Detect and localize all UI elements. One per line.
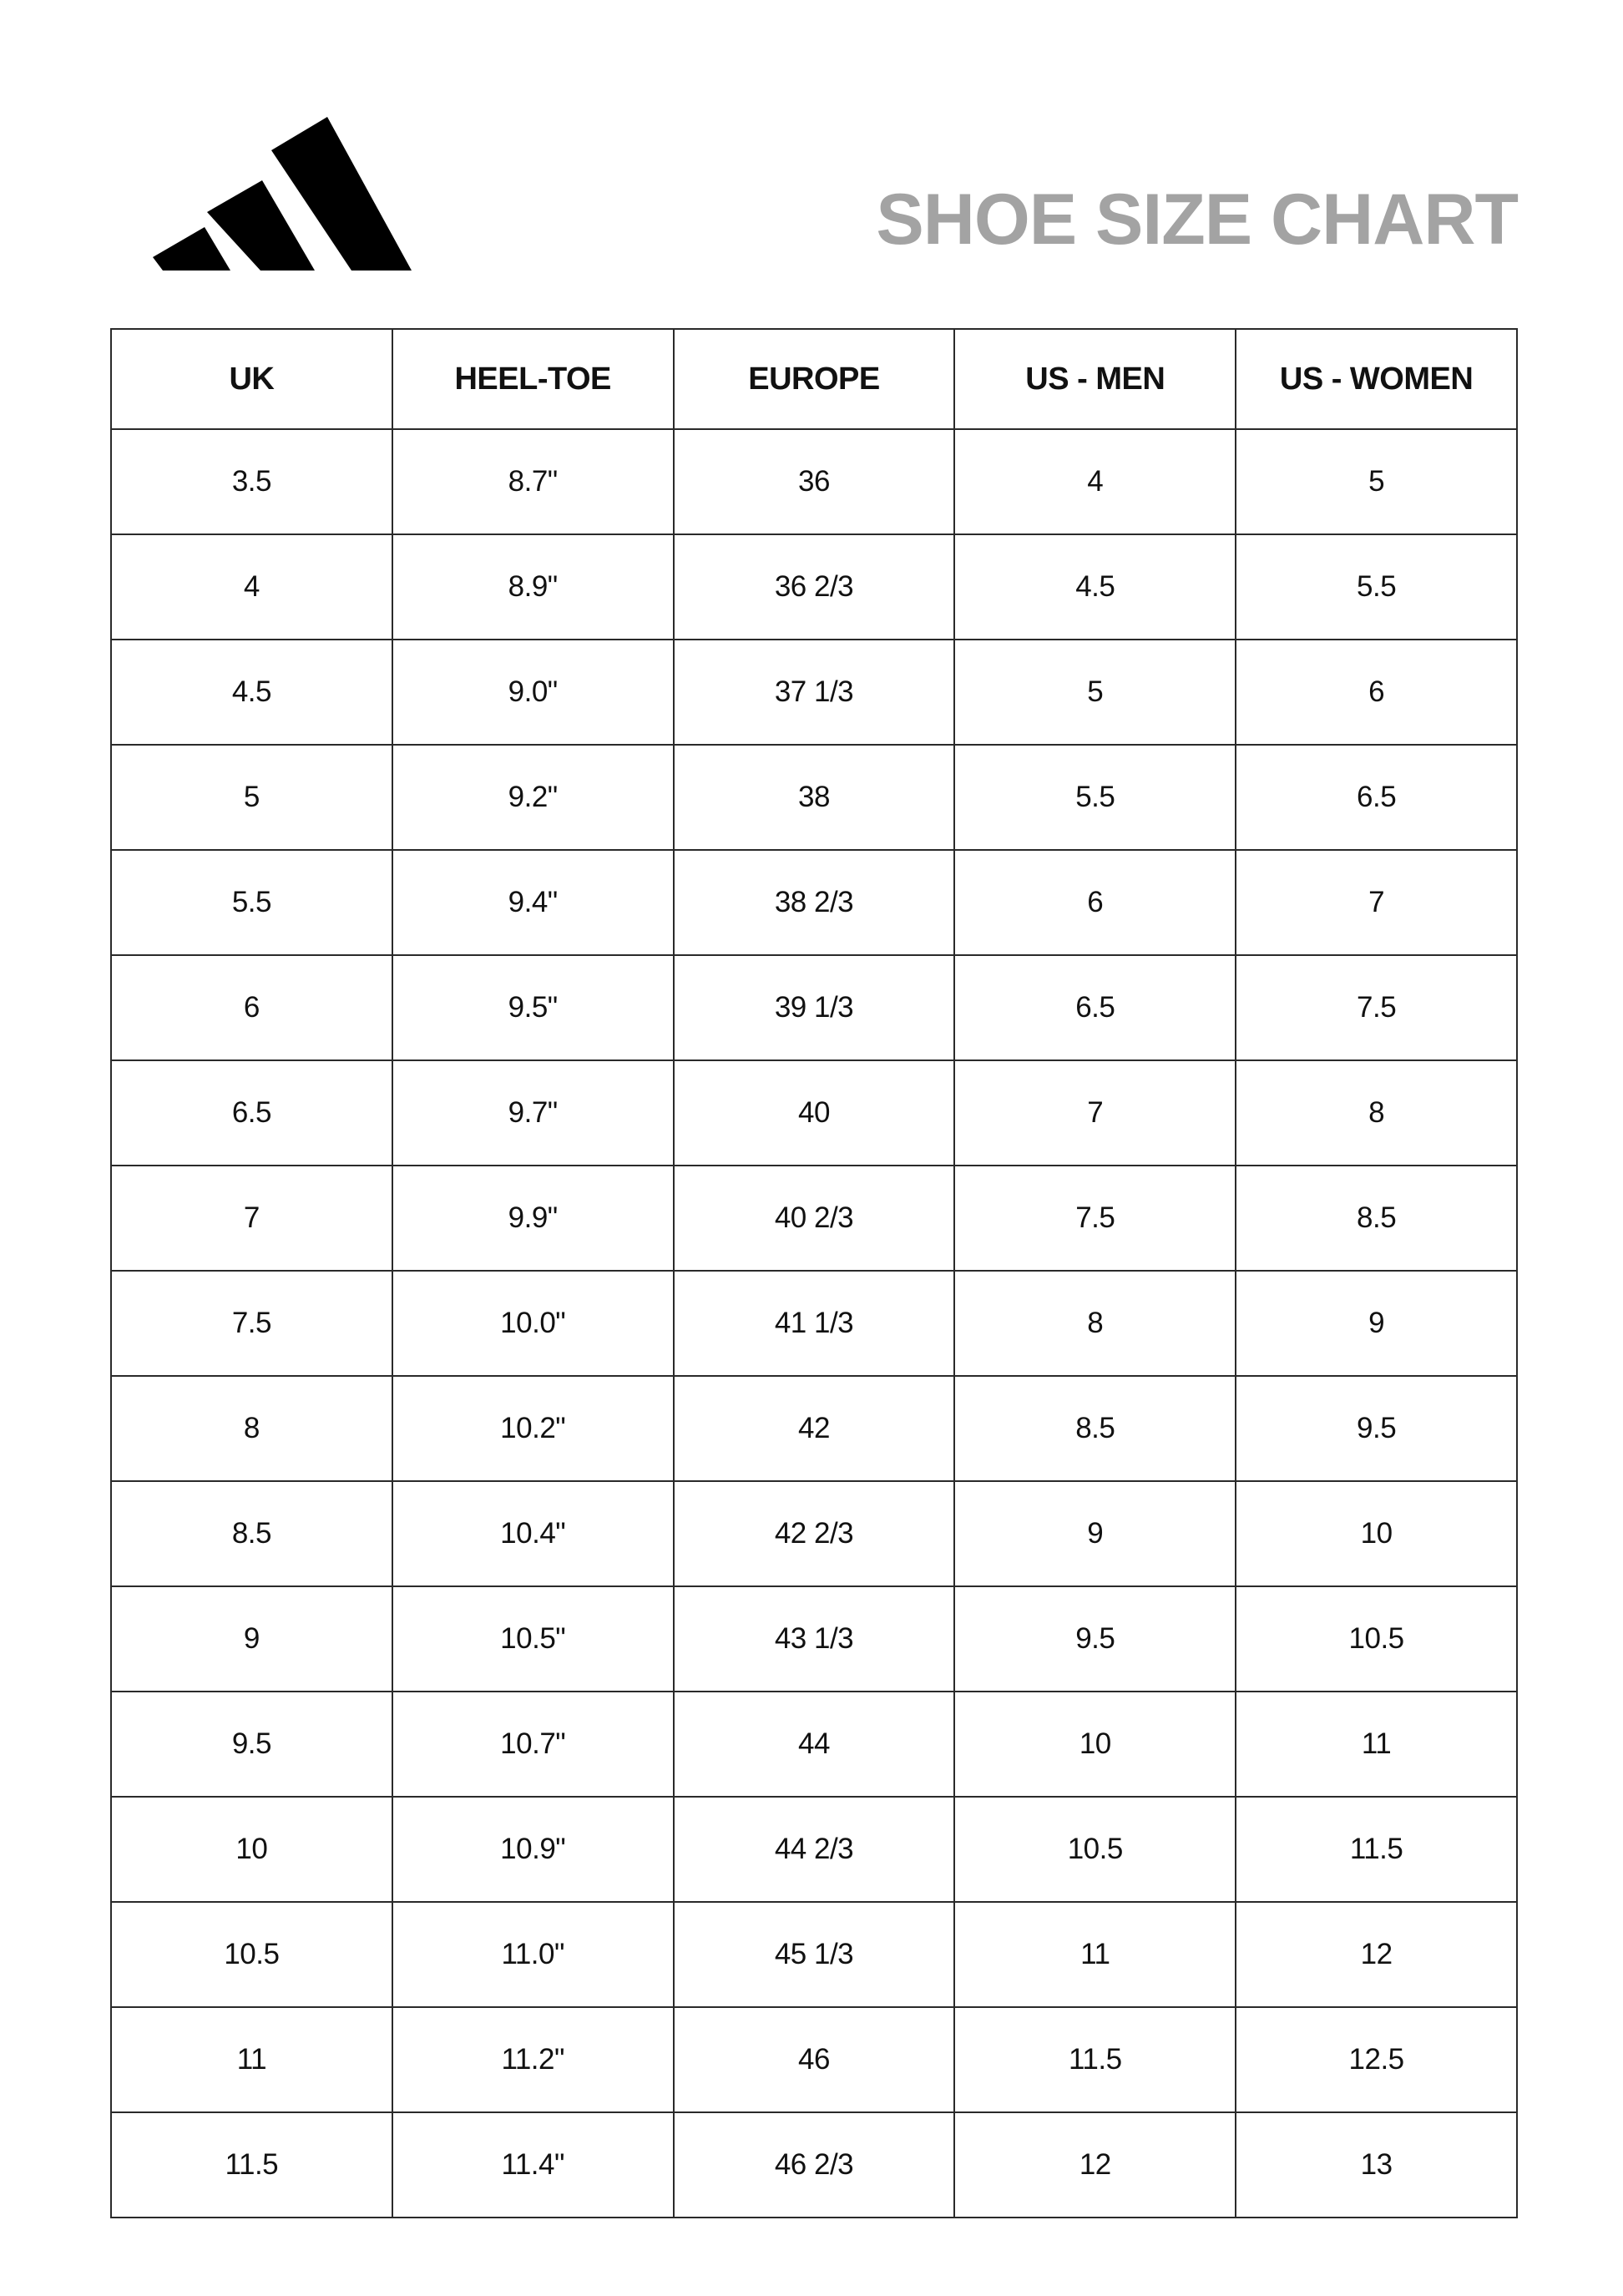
table-cell: 10.5"	[392, 1586, 674, 1692]
table-cell: 6.5	[111, 1060, 392, 1166]
table-cell: 6	[1236, 640, 1517, 745]
table-cell: 6.5	[1236, 745, 1517, 850]
shoe-size-table	[110, 328, 1518, 2218]
column-header: EUROPE	[674, 329, 955, 429]
table-row	[111, 1797, 1517, 1902]
column-header: UK	[111, 329, 392, 429]
three-stripes-logo-icon	[153, 117, 412, 271]
table-row	[111, 640, 1517, 745]
table-cell: 10.2"	[392, 1376, 674, 1481]
table-row	[111, 1692, 1517, 1797]
table-cell: 10.7"	[392, 1692, 674, 1797]
table-cell: 36	[674, 429, 955, 534]
table-cell: 4.5	[954, 534, 1236, 640]
table-row	[111, 1902, 1517, 2007]
table-cell: 11.2"	[392, 2007, 674, 2112]
table-cell: 7.5	[111, 1271, 392, 1376]
table-cell: 38 2/3	[674, 850, 955, 955]
table-cell: 12.5	[1236, 2007, 1517, 2112]
table-cell: 4.5	[111, 640, 392, 745]
page-title: SHOE SIZE CHART	[876, 180, 1518, 260]
table-cell: 4	[954, 429, 1236, 534]
table-cell: 9	[111, 1586, 392, 1692]
table-cell: 5	[1236, 429, 1517, 534]
column-header: US - MEN	[954, 329, 1236, 429]
table-cell: 13	[1236, 2112, 1517, 2218]
table-cell: 11	[1236, 1692, 1517, 1797]
table-cell: 42	[674, 1376, 955, 1481]
table-row	[111, 2007, 1517, 2112]
table-cell: 36 2/3	[674, 534, 955, 640]
table-cell: 5.5	[954, 745, 1236, 850]
table-body	[111, 429, 1517, 2218]
table-cell: 10.4"	[392, 1481, 674, 1586]
table-row	[111, 429, 1517, 534]
table-cell: 11	[954, 1902, 1236, 2007]
table-cell: 5	[111, 745, 392, 850]
table-cell: 6	[111, 955, 392, 1060]
table-cell: 11	[111, 2007, 392, 2112]
table-cell: 8.5	[954, 1376, 1236, 1481]
table-cell: 5	[954, 640, 1236, 745]
table-cell: 43 1/3	[674, 1586, 955, 1692]
table-cell: 46 2/3	[674, 2112, 955, 2218]
table-cell: 10	[111, 1797, 392, 1902]
table-cell: 11.5	[111, 2112, 392, 2218]
table-row	[111, 955, 1517, 1060]
table-cell: 8.7"	[392, 429, 674, 534]
table-row	[111, 534, 1517, 640]
table-cell: 12	[1236, 1902, 1517, 2007]
table-cell: 9.7"	[392, 1060, 674, 1166]
table-cell: 5.5	[1236, 534, 1517, 640]
table-cell: 40	[674, 1060, 955, 1166]
table-row	[111, 1481, 1517, 1586]
table-row	[111, 1166, 1517, 1271]
table-cell: 11.5	[1236, 1797, 1517, 1902]
table-cell: 44	[674, 1692, 955, 1797]
table-cell: 10.5	[954, 1797, 1236, 1902]
column-header: US - WOMEN	[1236, 329, 1517, 429]
table-cell: 11.4"	[392, 2112, 674, 2218]
table-cell: 11.0"	[392, 1902, 674, 2007]
table-cell: 8.5	[1236, 1166, 1517, 1271]
table-cell: 9.4"	[392, 850, 674, 955]
table-cell: 10.0"	[392, 1271, 674, 1376]
table-cell: 8	[954, 1271, 1236, 1376]
table-cell: 46	[674, 2007, 955, 2112]
table-row	[111, 1586, 1517, 1692]
table-cell: 45 1/3	[674, 1902, 955, 2007]
table-cell: 10.5	[111, 1902, 392, 2007]
table-cell: 9.2"	[392, 745, 674, 850]
table-cell: 9.0"	[392, 640, 674, 745]
table-header-row	[111, 329, 1517, 429]
table-cell: 9.5	[954, 1586, 1236, 1692]
table-row	[111, 745, 1517, 850]
table-cell: 10	[1236, 1481, 1517, 1586]
table-cell: 37 1/3	[674, 640, 955, 745]
table-cell: 7	[111, 1166, 392, 1271]
table-cell: 7.5	[1236, 955, 1517, 1060]
table-row	[111, 1060, 1517, 1166]
table-cell: 10.5	[1236, 1586, 1517, 1692]
table-cell: 4	[111, 534, 392, 640]
table-cell: 40 2/3	[674, 1166, 955, 1271]
table-cell: 8.5	[111, 1481, 392, 1586]
table-row	[111, 1271, 1517, 1376]
table-cell: 7	[954, 1060, 1236, 1166]
table-cell: 9.5"	[392, 955, 674, 1060]
table-cell: 7.5	[954, 1166, 1236, 1271]
table-cell: 42 2/3	[674, 1481, 955, 1586]
table-cell: 10.9"	[392, 1797, 674, 1902]
table-cell: 11.5	[954, 2007, 1236, 2112]
table-cell: 41 1/3	[674, 1271, 955, 1376]
table-cell: 12	[954, 2112, 1236, 2218]
table-cell: 38	[674, 745, 955, 850]
column-header: HEEL-TOE	[392, 329, 674, 429]
table-cell: 8.9"	[392, 534, 674, 640]
table-cell: 9	[954, 1481, 1236, 1586]
table-cell: 7	[1236, 850, 1517, 955]
table-cell: 9.5	[111, 1692, 392, 1797]
table-cell: 8	[1236, 1060, 1517, 1166]
table-row	[111, 1376, 1517, 1481]
table-cell: 10	[954, 1692, 1236, 1797]
table-row	[111, 850, 1517, 955]
table-cell: 44 2/3	[674, 1797, 955, 1902]
table-cell: 9.9"	[392, 1166, 674, 1271]
table-cell: 9.5	[1236, 1376, 1517, 1481]
table-cell: 8	[111, 1376, 392, 1481]
table-cell: 9	[1236, 1271, 1517, 1376]
table-cell: 6.5	[954, 955, 1236, 1060]
table-cell: 5.5	[111, 850, 392, 955]
table-cell: 3.5	[111, 429, 392, 534]
table-cell: 6	[954, 850, 1236, 955]
table-row	[111, 2112, 1517, 2218]
table-cell: 39 1/3	[674, 955, 955, 1060]
